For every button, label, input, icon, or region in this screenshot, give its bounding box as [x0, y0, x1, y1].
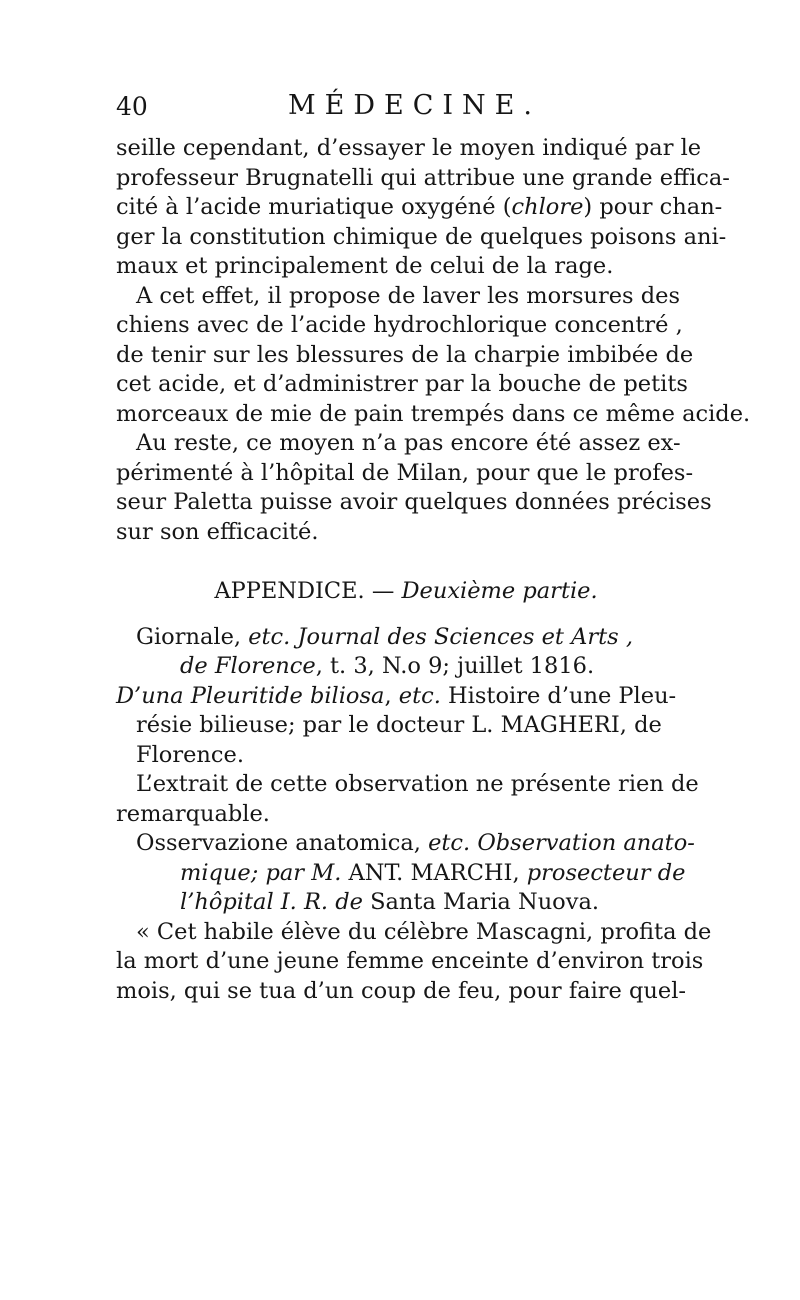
text-line [116, 829, 696, 859]
entry-extrait [116, 770, 699, 829]
spacer [116, 607, 696, 623]
text-line: A cet effet, il propose de laver les morsures des [136, 282, 681, 309]
text-run: Santa Maria Nuova. [362, 889, 600, 915]
paragraph-1 [116, 134, 730, 282]
italic-term: chlore [511, 194, 584, 220]
text-line [116, 623, 696, 653]
text-line: L’extrait de cette observation ne présente rien de [136, 771, 699, 797]
italic-title: etc. Journal des Sciences et Arts , [248, 623, 633, 650]
text-line: seur Paletta puisse avoir quelques données précises [116, 489, 712, 515]
text-run: résie bilieuse; par le docteur L. [136, 712, 501, 738]
text-line: la mort d’une jeune femme enceinte d’environ trois [116, 948, 704, 974]
paragraph-3 [116, 429, 712, 547]
appendix-subtitle: Deuxième partie. [401, 578, 598, 604]
text-run: , [512, 859, 527, 886]
spacer [116, 547, 696, 577]
text-line: maux et principalement de celui de la rage. [116, 253, 614, 279]
entry-giornale [116, 623, 696, 682]
running-title: MÉDECINE. [288, 90, 541, 121]
paragraph-2 [116, 282, 751, 430]
italic-term: etc. [398, 682, 441, 709]
italic-title: de Florence [180, 653, 316, 679]
entry-quotation [116, 918, 712, 1007]
author-name: MAGHERI [500, 712, 620, 738]
text-run: , de [619, 712, 662, 738]
text-line [116, 888, 696, 918]
text-line: remarquable. [116, 800, 270, 827]
text-line: professeur Brugnatelli qui attribue une grande effica- [116, 164, 730, 191]
text-line: chiens avec de l’acide hydrochlorique concentré , [116, 312, 683, 338]
text-run: ) pour chan- [583, 194, 723, 220]
appendix-label: APPENDICE. [214, 578, 365, 604]
text-line: « Cet habile élève du célèbre Mascagni, profita de [136, 918, 712, 945]
italic-title: mique; par M. [180, 859, 349, 886]
italic-title: D’una Pleuritide biliosa [116, 682, 385, 709]
entry-osservazione [116, 829, 696, 918]
text-run: Giornale, [136, 623, 249, 650]
text-line: périmenté à l’hôpital de Milan, pour que le profes- [116, 459, 694, 486]
page-number: 40 [116, 92, 148, 121]
page-header [116, 92, 696, 132]
text-line [116, 711, 696, 741]
italic-term: l’hôpital I. R. de [180, 889, 363, 915]
text-line: de tenir sur les blessures de la charpie imbibée de [116, 341, 694, 368]
text-line [116, 652, 696, 682]
italic-term: prosecteur de [526, 859, 686, 886]
text-run: , t. 3, N.o 9; juillet 1816. [315, 653, 595, 679]
text-line: morceaux de mie de pain trempés dans ce même acide. [116, 400, 751, 427]
text-line: ger la constitution chimique de quelques poisons ani- [116, 223, 727, 250]
text-run: cité à l’acide muriatique oxygéné ( [116, 194, 512, 220]
text-line: mois, qui se tua d’un coup de feu, pour faire quel- [116, 977, 686, 1004]
text-line [116, 859, 696, 889]
text-line: cet acide, et d’administrer par la bouche de petits [116, 371, 688, 397]
author-name: ANT. MARCHI [348, 859, 513, 886]
text-run: , [384, 682, 399, 709]
appendix-heading [116, 577, 696, 607]
text-line: Au reste, ce moyen n’a pas encore été assez ex- [136, 430, 681, 456]
text-line: Florence. [136, 741, 244, 768]
text-line [116, 193, 723, 223]
text-run: Osservazione anatomica, [136, 830, 429, 856]
body-text [116, 134, 751, 1006]
text-line: sur son efficacité. [116, 518, 319, 545]
text-line: seille cependant, d’essayer le moyen indiqué par le [116, 135, 702, 161]
entry-pleuritide [116, 682, 696, 771]
text-run: Histoire d’une Pleu- [440, 682, 677, 709]
appendix-dash: — [364, 578, 402, 604]
text-line [116, 682, 696, 712]
italic-title: etc. Observation anato- [428, 830, 695, 856]
